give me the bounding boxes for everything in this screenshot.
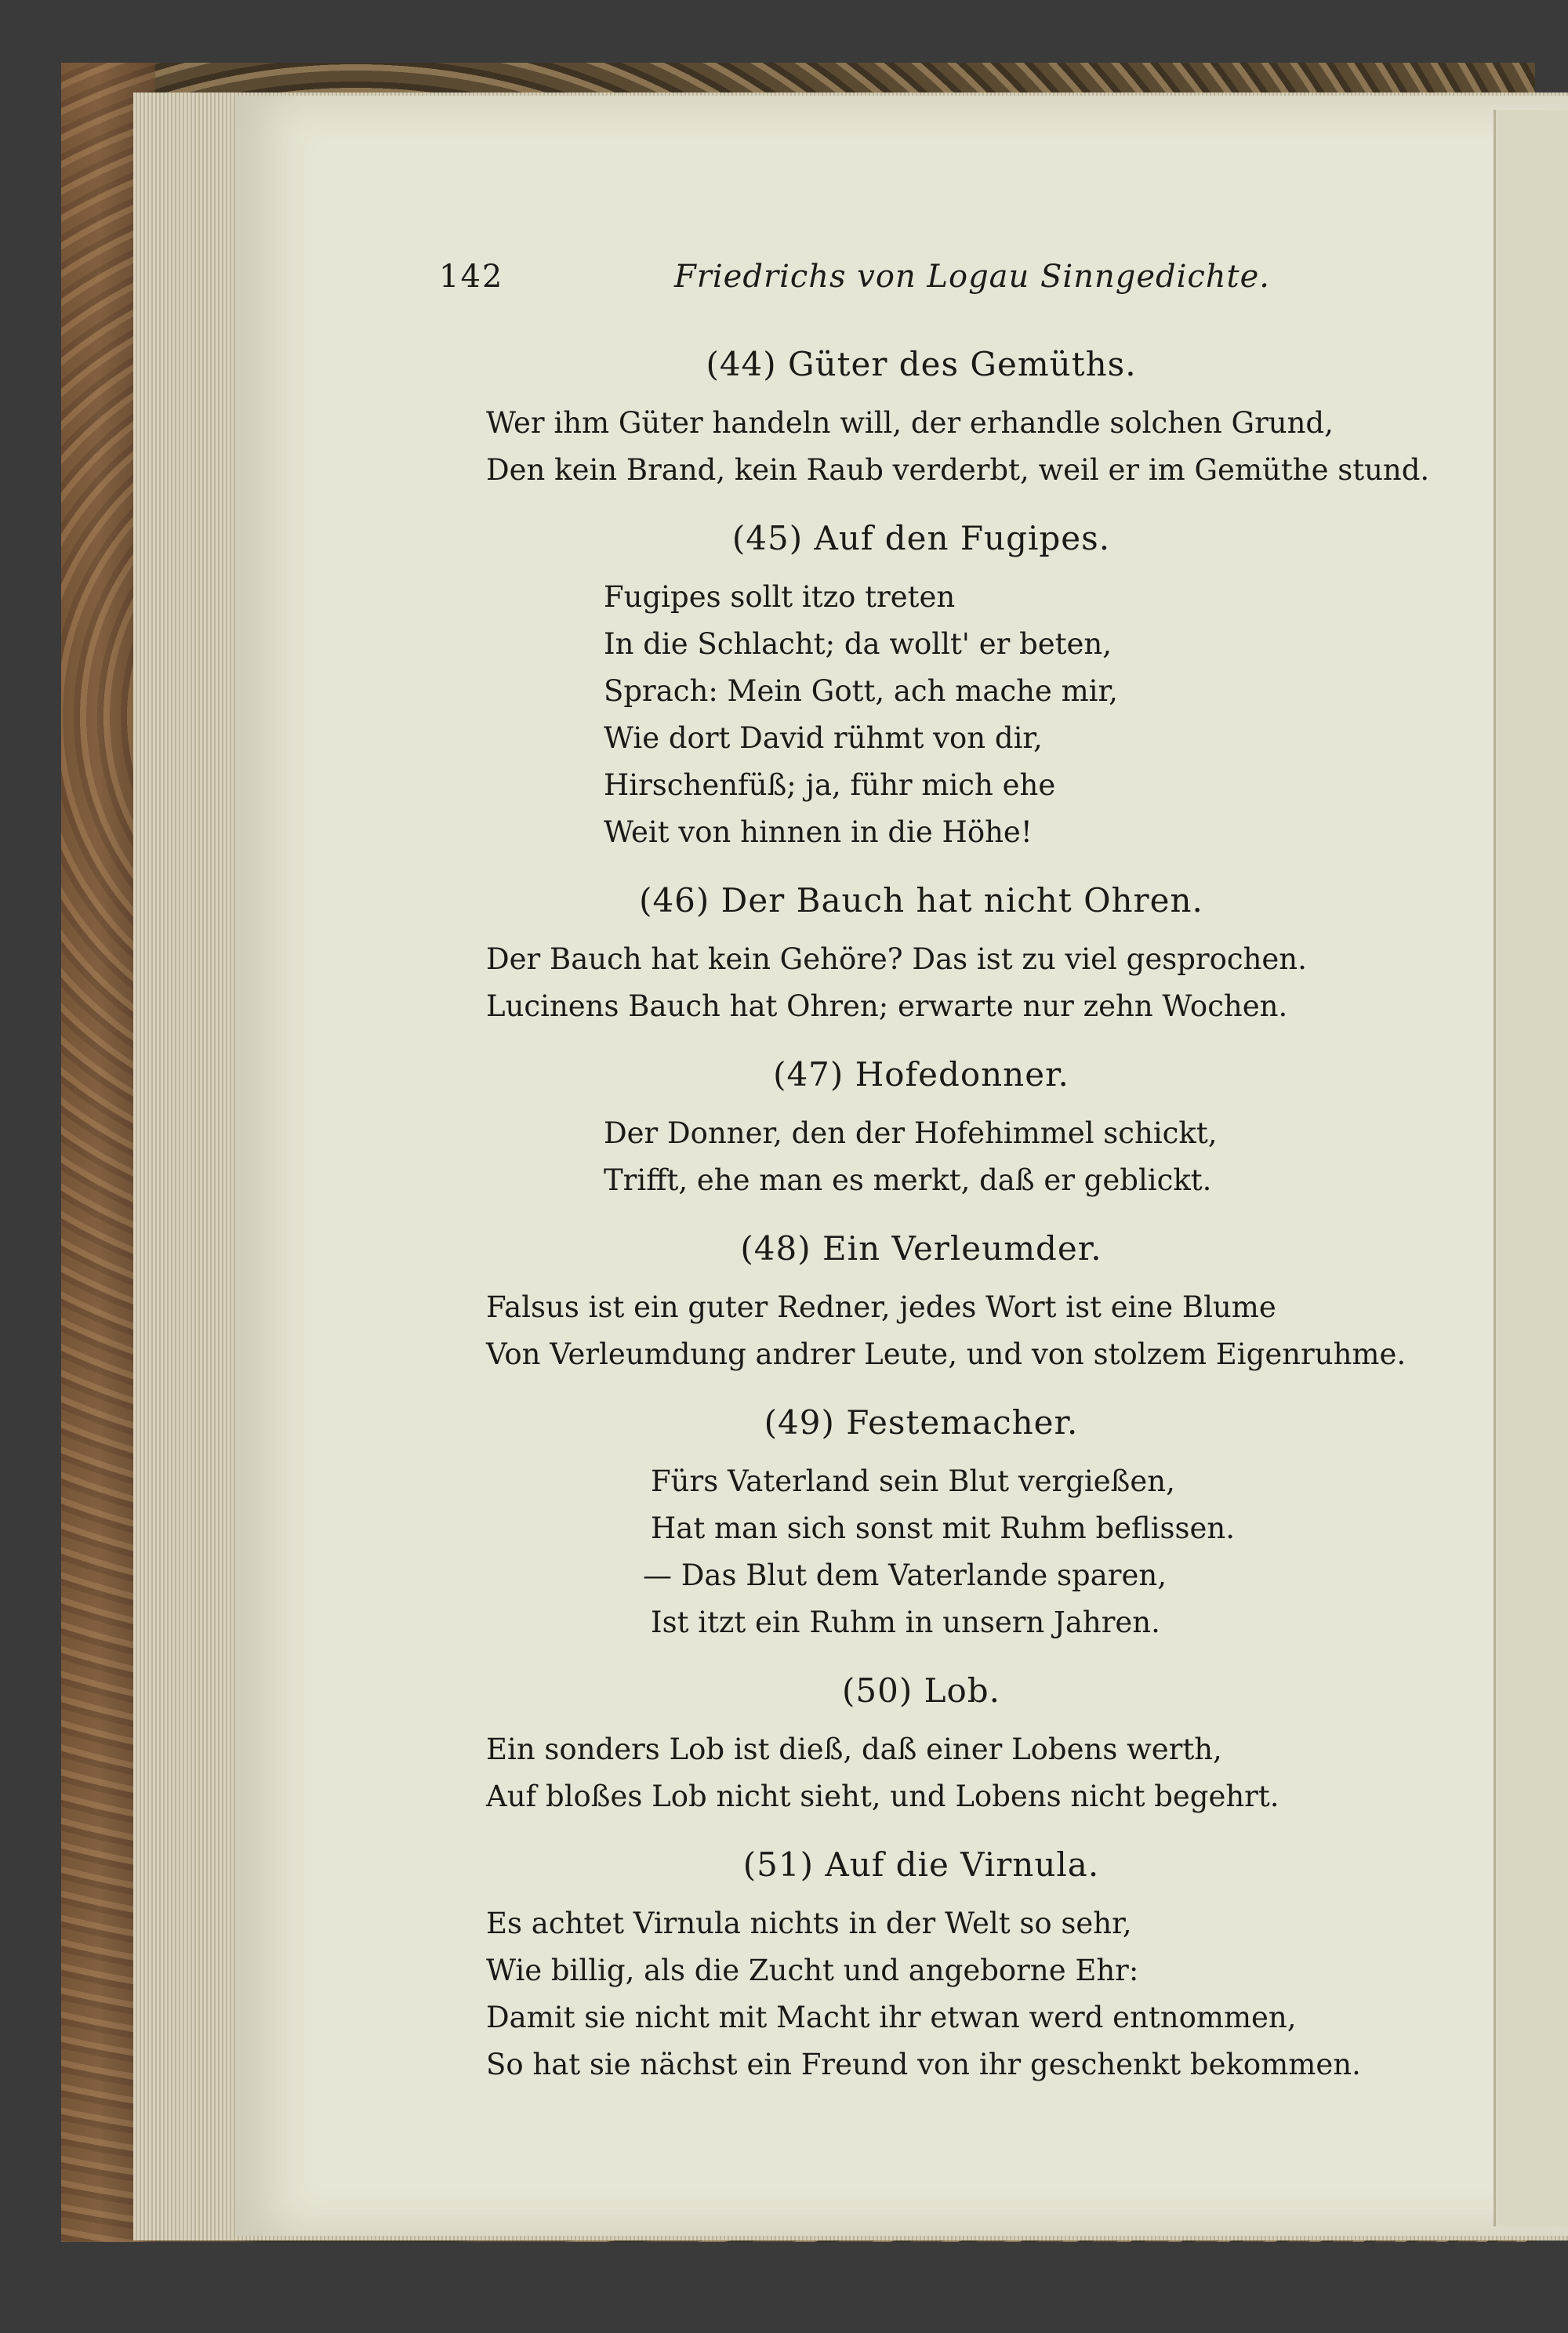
- poem-title: (47) Hofedonner.: [773, 1055, 1069, 1094]
- next-page-edge: [1494, 110, 1568, 2226]
- poem-44: [486, 337, 1430, 494]
- poem-title: (45) Auf den Fugipes.: [731, 519, 1111, 557]
- poem-line: Fürs Vaterland sein Blut vergießen,: [651, 1464, 1175, 1498]
- poem-48: [486, 1221, 1406, 1378]
- poem-line: Falsus ist ein guter Redner, jedes Wort ist eine Blume: [486, 1290, 1276, 1324]
- poem-45: [486, 511, 1356, 856]
- poem-line: — Das Blut dem Vaterlande sparen,: [643, 1558, 1167, 1592]
- page-number: 142: [439, 259, 504, 295]
- poem-title: (49) Festemacher.: [764, 1403, 1079, 1442]
- poem-50: [486, 1664, 1356, 1820]
- poem-line: Trifft, ehe man es merkt, daß er geblickt.: [604, 1163, 1212, 1197]
- poem-line: Fugipes sollt itzo treten: [604, 580, 956, 614]
- poem-47: [486, 1047, 1356, 1204]
- poem-line: Sprach: Mein Gott, ach mache mir,: [604, 674, 1118, 708]
- poem-line: Hirschenfüß; ja, führ mich ehe: [604, 768, 1056, 802]
- poem-line: Damit sie nicht mit Macht ihr etwan werd entnommen,: [486, 2001, 1297, 2034]
- poem-51: [486, 1838, 1361, 2088]
- poem-line: Wer ihm Güter handeln will, der erhandle solchen Grund,: [486, 406, 1334, 440]
- running-title: Friedrichs von Logau Sinngedichte.: [674, 259, 1271, 295]
- poem-line: Auf bloßes Lob nicht sieht, und Lobens nicht begehrt.: [486, 1780, 1279, 1813]
- poem-title: (50) Lob.: [842, 1671, 1000, 1710]
- poem-line: Wie dort David rühmt von dir,: [604, 721, 1043, 755]
- poem-line: Ein sonders Lob ist dieß, daß einer Lobens werth,: [486, 1733, 1222, 1766]
- poem-46: [486, 873, 1356, 1030]
- poem-line: Hat man sich sonst mit Ruhm beflissen.: [651, 1511, 1236, 1545]
- page-header: [439, 259, 1364, 298]
- poem-49: [486, 1395, 1356, 1646]
- poem-line: Der Bauch hat kein Gehöre? Das ist zu viel gesprochen.: [486, 942, 1307, 976]
- poem-title: (44) Güter des Gemüths.: [706, 345, 1137, 383]
- poem-line: Den kein Brand, kein Raub verderbt, weil er im Gemüthe stund.: [486, 453, 1430, 487]
- poem-line: Ist itzt ein Ruhm in unsern Jahren.: [651, 1606, 1160, 1639]
- poem-line: Der Donner, den der Hofehimmel schickt,: [604, 1116, 1218, 1150]
- poem-title: (48) Ein Verleumder.: [740, 1229, 1102, 1268]
- poem-title: (46) Der Bauch hat nicht Ohren.: [639, 881, 1203, 920]
- poem-line: Es achtet Virnula nichts in der Welt so sehr,: [486, 1907, 1132, 1940]
- poem-line: Lucinens Bauch hat Ohren; erwarte nur zehn Wochen.: [486, 989, 1288, 1023]
- poem-text-block: [486, 337, 1430, 2106]
- poem-line: Von Verleumdung andrer Leute, und von stolzem Eigenruhme.: [486, 1337, 1406, 1371]
- poem-title: (51) Auf die Virnula.: [742, 1845, 1100, 1884]
- poem-line: Weit von hinnen in die Höhe!: [604, 815, 1033, 849]
- poem-line: In die Schlacht; da wollt' er beten,: [604, 627, 1112, 661]
- poem-line: So hat sie nächst ein Freund von ihr geschenkt bekommen.: [486, 2048, 1361, 2081]
- poem-line: Wie billig, als die Zucht und angeborne Ehr:: [486, 1954, 1139, 1987]
